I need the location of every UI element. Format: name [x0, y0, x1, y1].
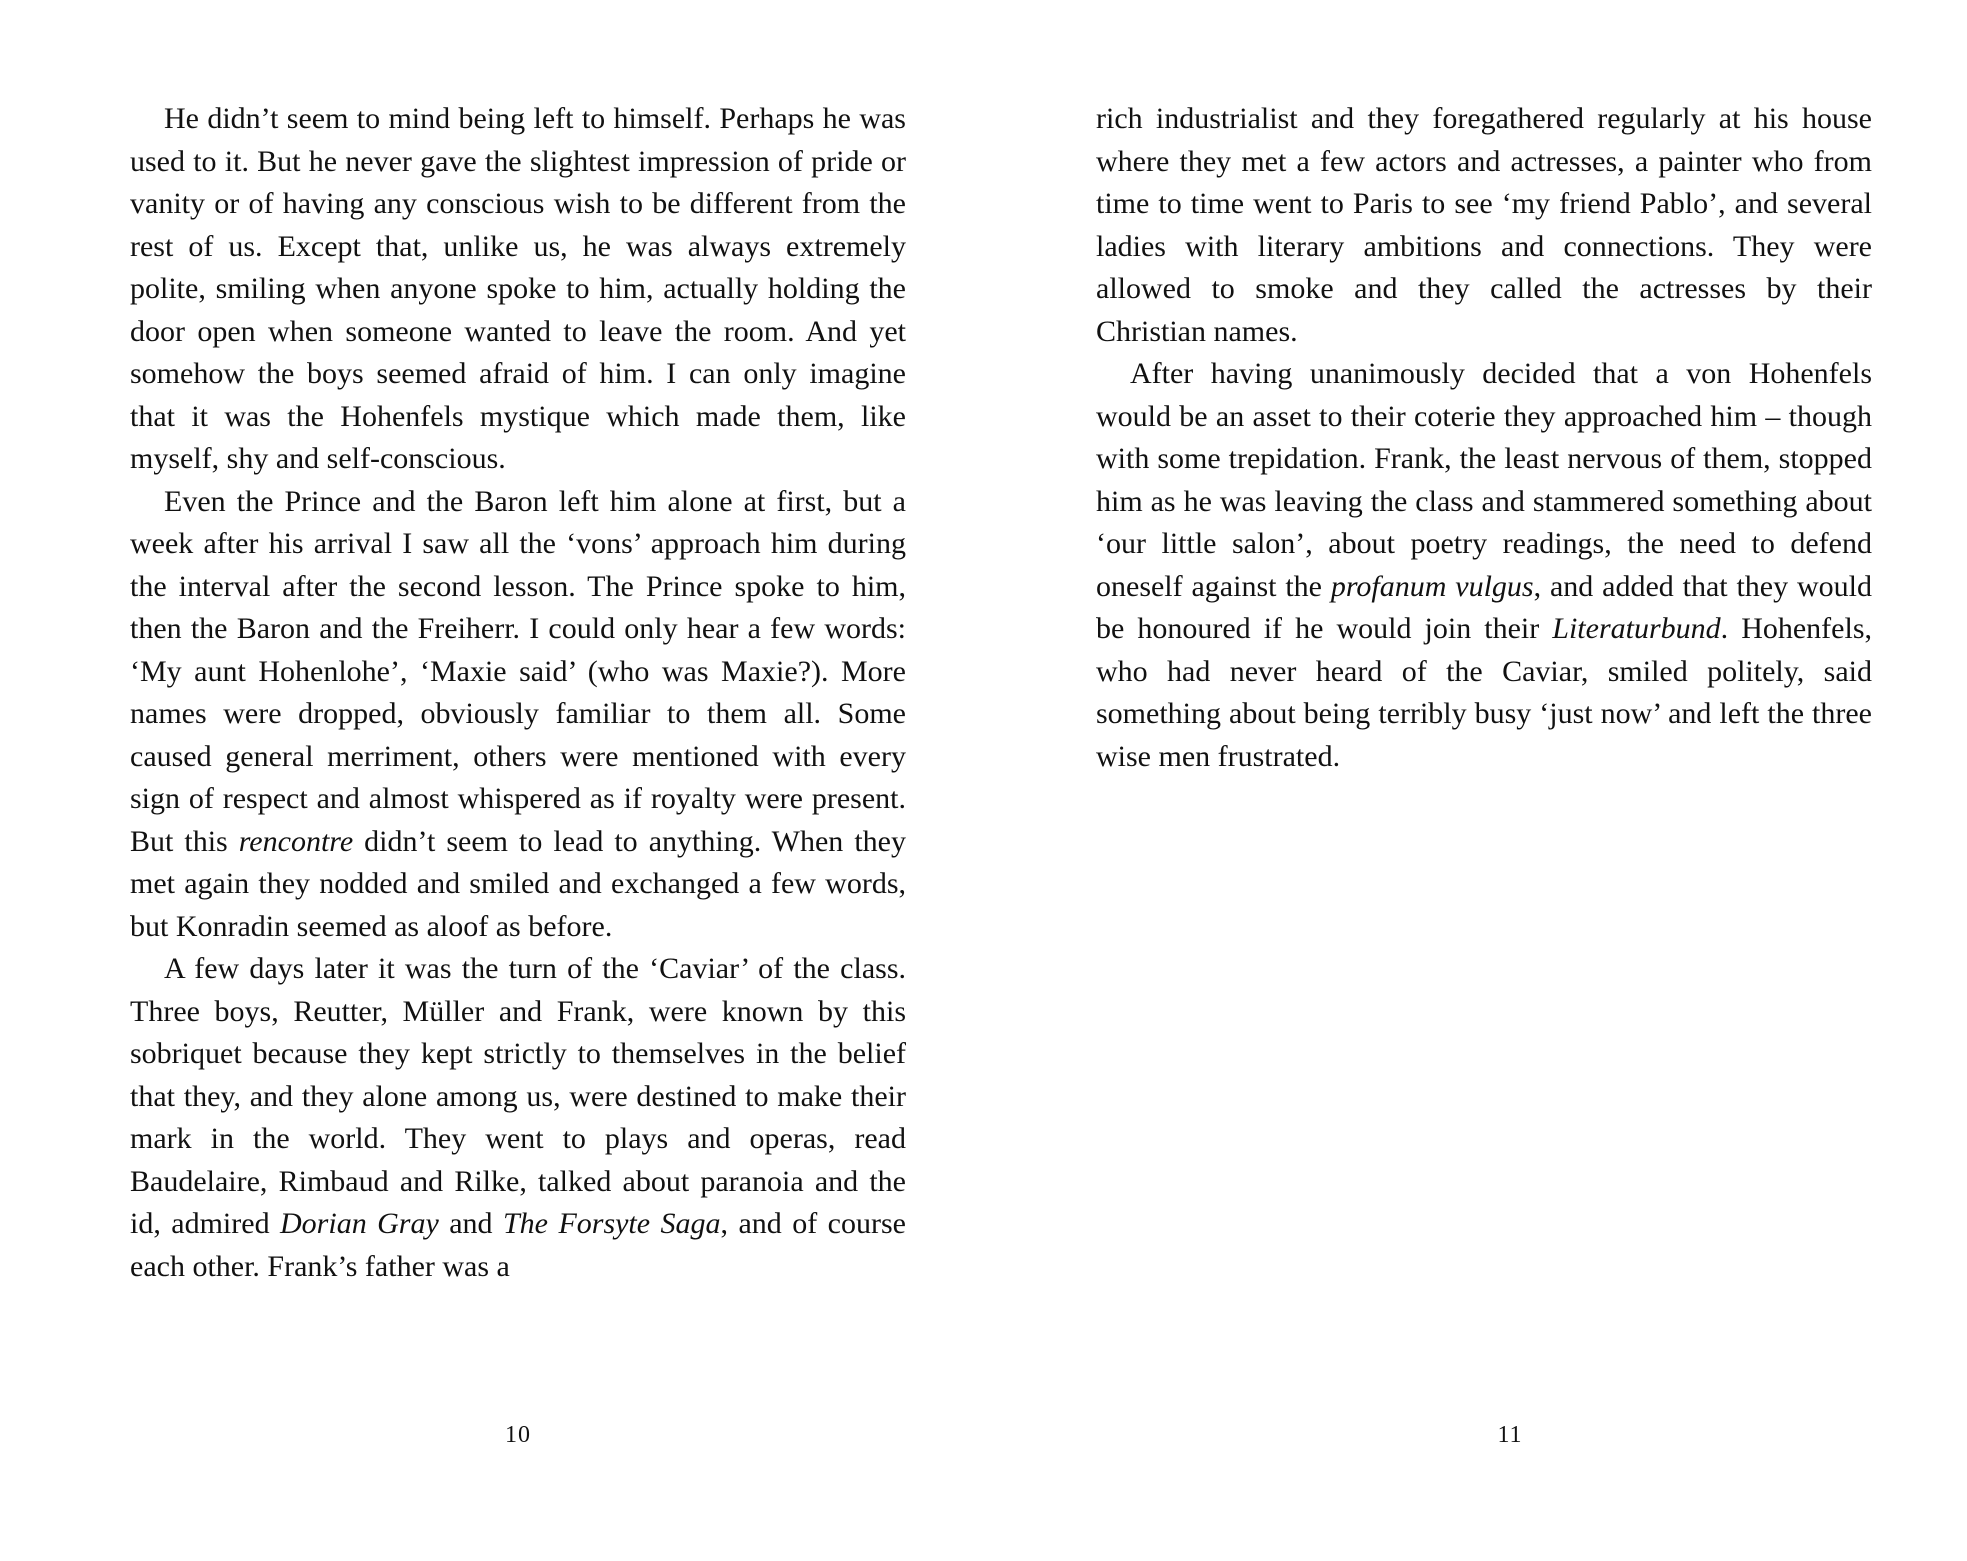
text-segment: . Hohenfels, who had never heard of the Caviar, smiled politely, said something about being terribly busy ‘just now’ and left the three wise men frustrated.: [1096, 612, 1872, 773]
paragraph: [130, 98, 906, 481]
page-number: 10: [505, 1422, 531, 1448]
paragraph: [130, 948, 906, 1288]
italic-text-segment: The Forsyte Saga: [503, 1207, 721, 1240]
italic-text-segment: Literaturbund: [1552, 612, 1721, 645]
paragraph: [1096, 98, 1872, 353]
text-segment: , and added that they would be honoured if he would join their: [1096, 569, 1872, 645]
text-segment: After having unanimously decided that a von Hohenfels would be an asset to their coterie they approached him – though with some trepidation. Frank, the least nervous of them, stopped him as he was leaving the class and stammered something about ‘our little salon’, about poetry readings, the need to defend oneself against the: [1096, 357, 1872, 603]
text-segment: rich industrialist and they foregathered regularly at his house where they met a few actors and actresses, a painter who from time to time went to Paris to see ‘my friend Pablo’, and several ladies with literary ambitions and connections. They were allowed to smoke and they called the actresses by their Christian names.: [1096, 102, 1872, 348]
left-page-text: [130, 98, 906, 1288]
italic-text-segment: profanum vulgus: [1330, 569, 1534, 603]
italic-text-segment: Dorian Gray: [280, 1207, 439, 1240]
paragraph: [1096, 353, 1872, 778]
text-segment: didn’t seem to lead to anything. When they met again they nodded and smiled and exchanged a few words, but Konradin seemed as aloof as before.: [130, 824, 906, 943]
text-segment: and: [438, 1207, 503, 1240]
page-number: 11: [1497, 1422, 1523, 1448]
left-page: [0, 0, 983, 1561]
right-page: [983, 0, 1967, 1561]
italic-text-segment: rencontre: [238, 824, 354, 858]
paragraph: [130, 481, 906, 949]
text-segment: A few days later it was the turn of the ‘Caviar’ of the class. Three boys, Reutter, Müller and Frank, were known by this sobriquet because they kept strictly to themselves in the belief that they, and they alone among us, were destined to make their mark in the world. They went to plays and operas, read Baudelaire, Rimbaud and Rilke, talked about paranoia and the id, admired: [130, 952, 906, 1240]
text-segment: Even the Prince and the Baron left him alone at first, but a week after his arrival I saw all the ‘vons’ approach him during the interval after the second lesson. The Prince spoke to him, then the Baron and the Freiherr. I could only hear a few words: ‘My aunt Hohenlohe’, ‘Maxie said’ (who was Maxie?). More names were dropped, obviously familiar to them all. Some caused general merriment, others were mentioned with every sign of respect and almost whispered as if royalty were present. But this: [130, 484, 906, 858]
text-segment: , and of course each other. Frank’s father was a: [130, 1207, 906, 1283]
right-page-text: [1096, 98, 1872, 778]
text-segment: He didn’t seem to mind being left to himself. Perhaps he was used to it. But he never gave the slightest impression of pride or vanity or of having any conscious wish to be different from the rest of us. Except that, unlike us, he was always extremely polite, smiling when anyone spoke to him, actually holding the door open when someone wanted to leave the room. And yet somehow the boys seemed afraid of him. I can only imagine that it was the Hohenfels mystique which made them, like myself, shy and self-conscious.: [130, 102, 906, 475]
